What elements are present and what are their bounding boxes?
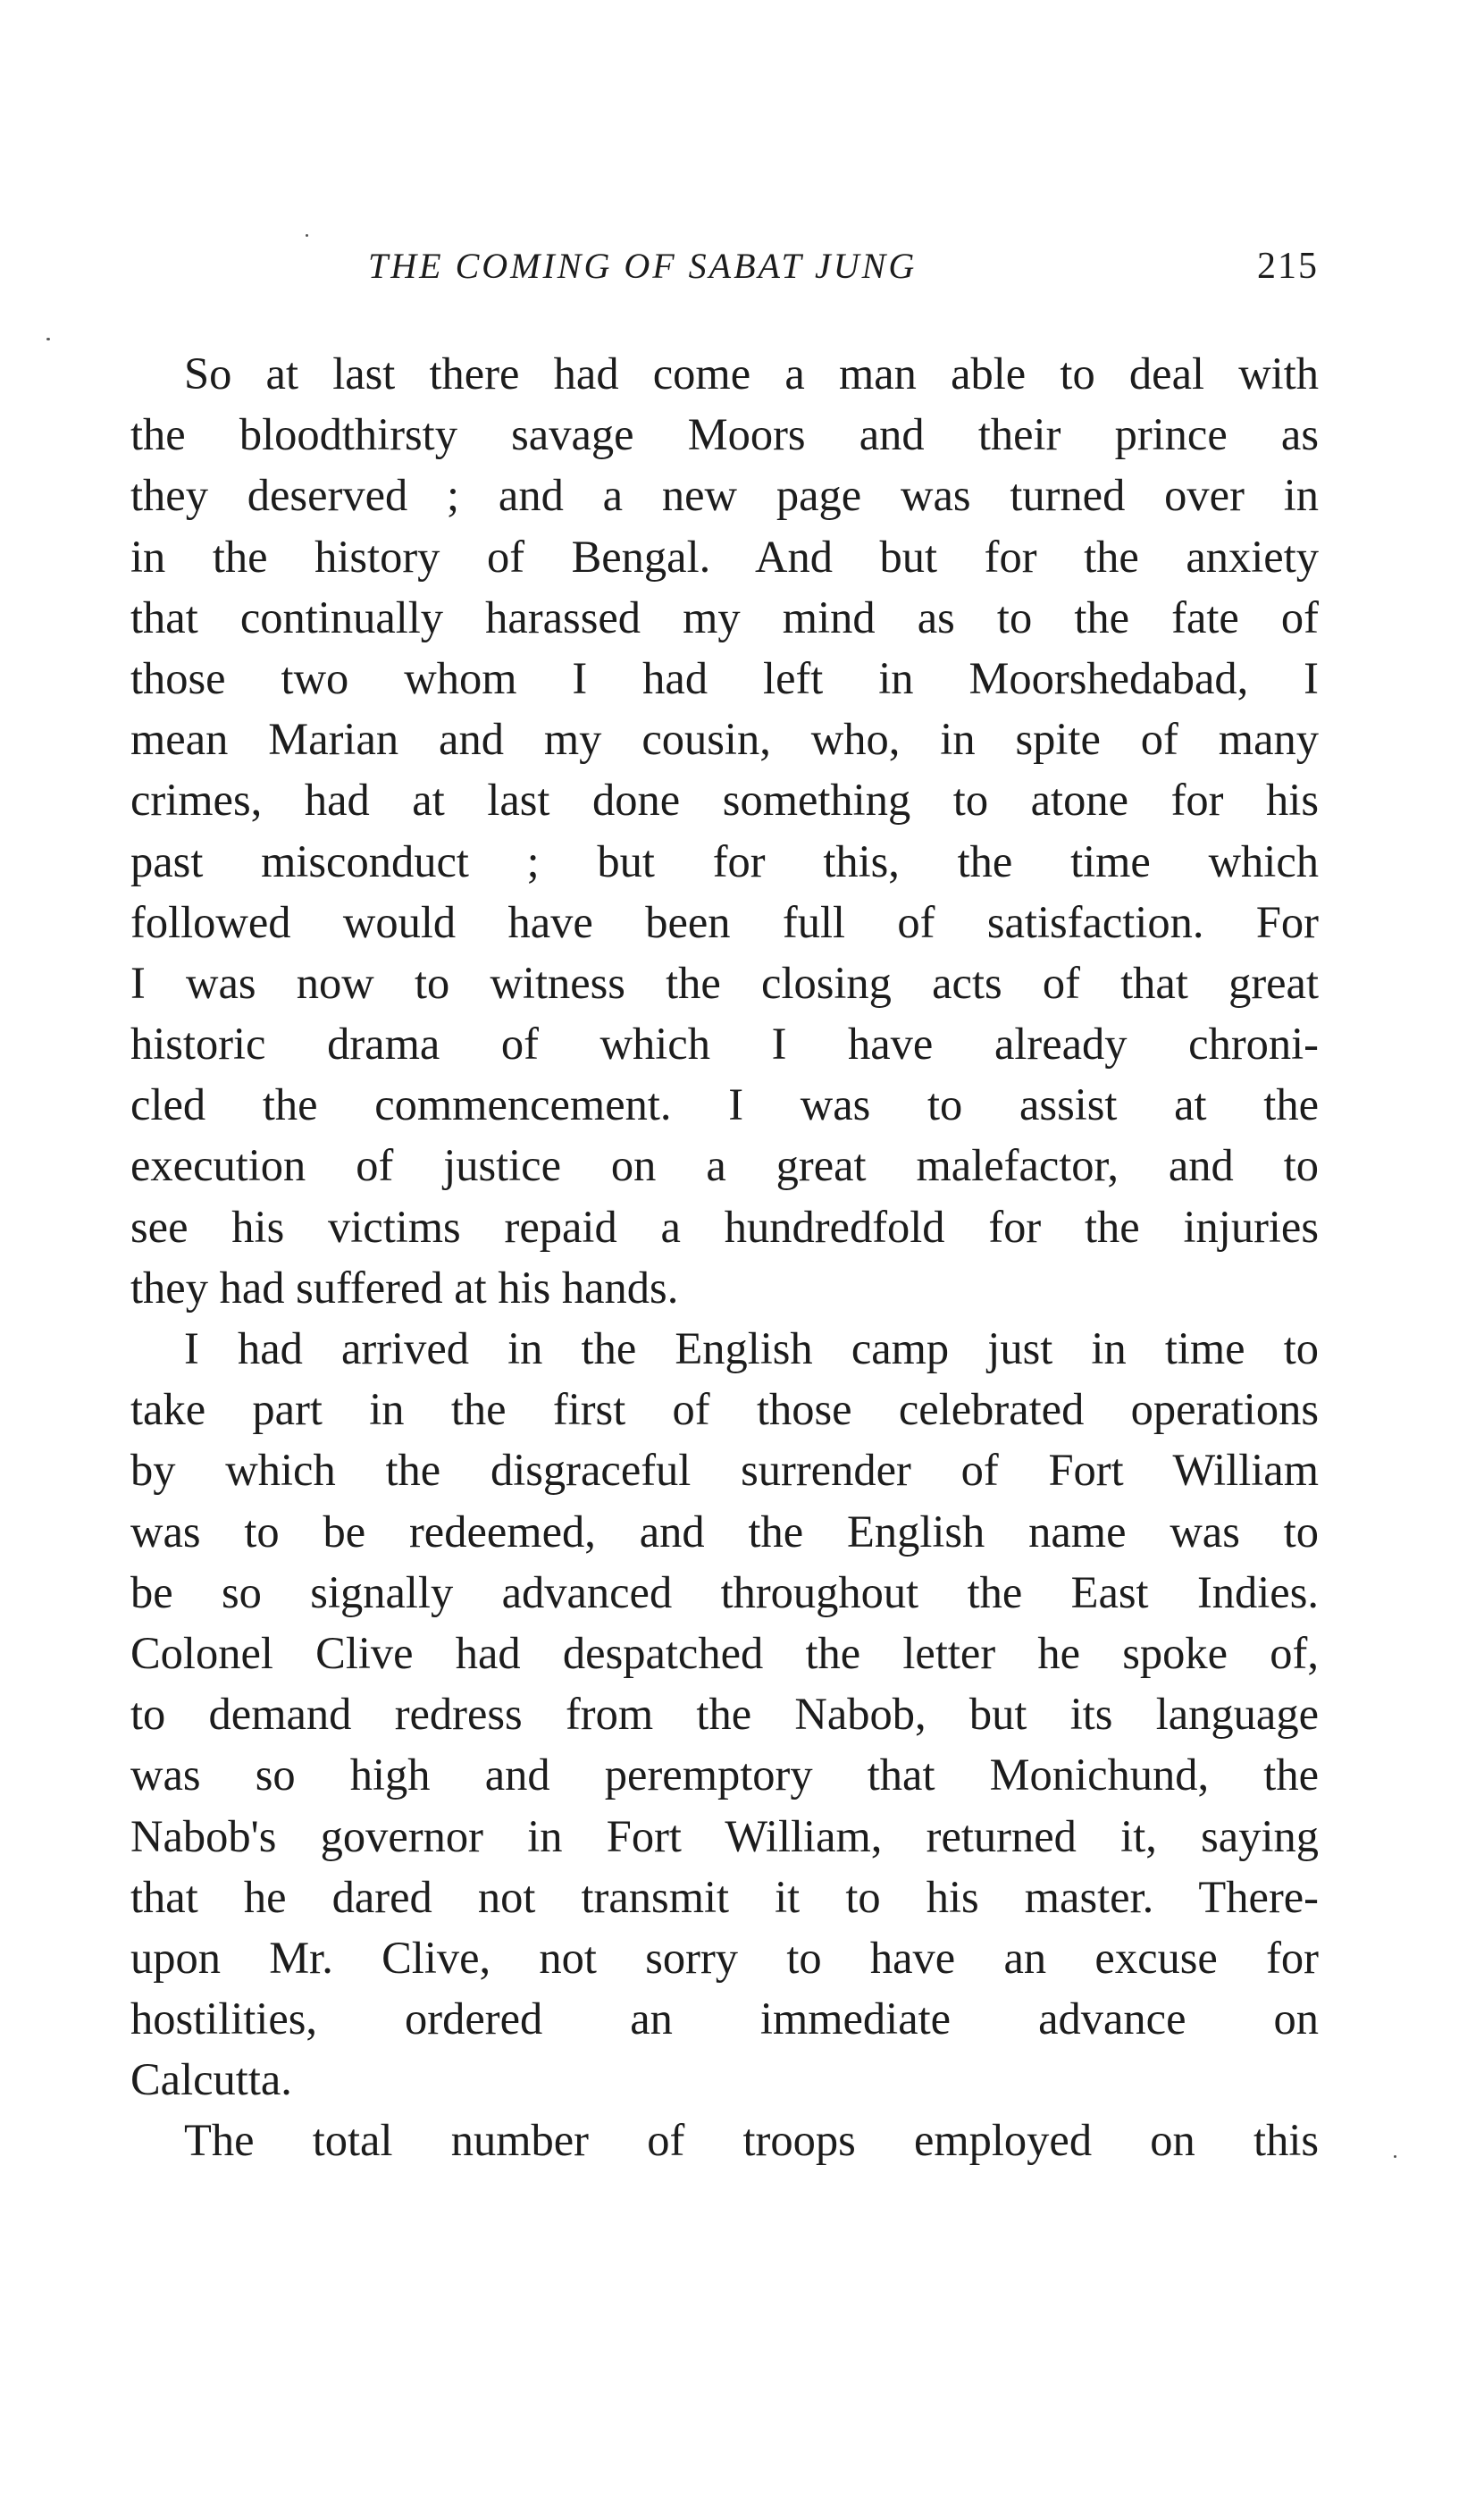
text-line: that he dared not transmit it to his master. There- [130, 1871, 1319, 1922]
text-line: to demand redress from the Nabob, but its language [130, 1689, 1319, 1740]
text-line: the bloodthirsty savage Moors and their prince as [130, 409, 1319, 460]
text-line: hostilities, ordered an immediate advance on [130, 1993, 1319, 2044]
text-line: crimes, had at last done something to atone for his [130, 775, 1319, 826]
text-line: upon Mr. Clive, not sorry to have an excuse for [130, 1932, 1319, 1983]
text-line: Nabob's governor in Fort William, returned it, saying [130, 1810, 1319, 1861]
text-line: I was now to witness the closing acts of that great [130, 957, 1319, 1008]
paragraph [130, 343, 1319, 1318]
text-line: historic drama of which I have already chroni- [130, 1019, 1319, 1070]
text-line: past misconduct ; but for this, the time which [130, 835, 1319, 886]
text-line: those two whom I had left in Moorshedabad, I [130, 652, 1319, 703]
text-line: they had suffered at his hands. [130, 1262, 679, 1313]
text-line: The total number of troops employed on this [184, 2115, 1319, 2166]
body-text [130, 343, 1319, 2171]
text-line: Calcutta. [130, 2054, 292, 2105]
text-line: I had arrived in the English camp just in time to [184, 1323, 1319, 1373]
page-speck [306, 234, 308, 237]
running-head [130, 239, 1319, 293]
text-line: in the history of Bengal. And but for the anxiety [130, 531, 1319, 582]
text-line: followed would have been full of satisfaction. For [130, 896, 1319, 947]
text-line: mean Marian and my cousin, who, in spite of many [130, 714, 1319, 765]
text-line: by which the disgraceful surrender of Fort William [130, 1445, 1319, 1496]
text-line: be so signally advanced throughout the East Indies. [130, 1566, 1319, 1617]
paragraph [130, 2110, 1319, 2170]
text-line: So at last there had come a man able to deal with [184, 348, 1319, 399]
text-line: that continually harassed my mind as to the fate of [130, 592, 1319, 642]
text-line: Colonel Clive had despatched the letter he spoke of, [130, 1627, 1319, 1678]
paragraph [130, 1318, 1319, 2110]
text-line: cled the commencement. I was to assist at the [130, 1079, 1319, 1130]
page-speck [1394, 2155, 1396, 2158]
running-title: THE COMING OF SABAT JUNG [368, 246, 918, 286]
text-line: was so high and peremptory that Monichund, the [130, 1750, 1319, 1800]
text-line: take part in the first of those celebrated operations [130, 1384, 1319, 1435]
text-line: they deserved ; and a new page was turned over in [130, 470, 1319, 521]
text-line: execution of justice on a great malefactor, and to [130, 1140, 1319, 1191]
text-line: was to be redeemed, and the English name was to [130, 1506, 1319, 1557]
page-speck [46, 338, 50, 340]
text-line: see his victims repaid a hundredfold for the injuries [130, 1201, 1319, 1252]
page-number: 215 [1257, 246, 1319, 287]
